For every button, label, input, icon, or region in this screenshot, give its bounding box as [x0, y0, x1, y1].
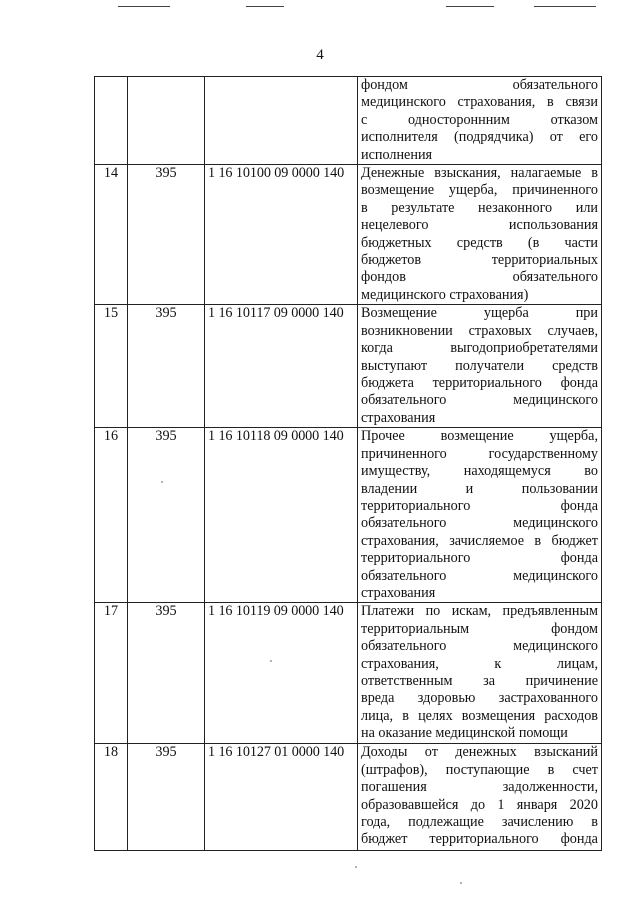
scan-top-rule — [534, 6, 596, 7]
scan-speck — [270, 660, 272, 662]
revenue-name-line: Возмещение ущерба при — [361, 305, 598, 322]
revenue-name-cell — [358, 603, 602, 744]
revenue-name-line: обязательного медицинского — [361, 638, 598, 655]
revenue-name-line: выступают получатели средств — [361, 357, 598, 374]
scan-speck — [355, 866, 357, 868]
row-number-cell — [95, 77, 128, 165]
revenue-name-cell — [358, 305, 602, 428]
revenue-name-line: территориальным фондом — [361, 620, 598, 637]
budget-classification-code-cell: 1 16 10100 09 0000 140 — [205, 165, 358, 305]
revenue-name-line: возникновении страховых случаев, — [361, 322, 598, 339]
table-body — [95, 77, 602, 851]
revenue-name-line: обязательного медицинского — [361, 515, 598, 532]
revenue-name-line: погашения задолженности, — [361, 779, 598, 796]
revenue-name-line: лица, в целях возмещения расходов — [361, 707, 598, 724]
revenue-name-line: Прочее возмещение ущерба, — [361, 428, 598, 445]
scan-top-rule — [118, 6, 170, 7]
revenue-name-line: в результате незаконного или — [361, 199, 598, 216]
admin-code-cell: 395 — [128, 165, 205, 305]
table-row — [95, 603, 602, 744]
budget-classification-code-cell: 1 16 10117 09 0000 140 — [205, 305, 358, 428]
budget-classification-code-cell: 1 16 10119 09 0000 140 — [205, 603, 358, 744]
revenue-name-line: причиненного государственному — [361, 445, 598, 462]
revenue-name-line: Денежные взыскания, налагаемые в — [361, 165, 598, 182]
revenue-name-line: бюджет территориального фонда — [361, 831, 598, 848]
revenue-name-line: когда выгодоприобретателями — [361, 340, 598, 357]
revenue-name-line: страхования — [361, 584, 436, 601]
scan-top-rule — [446, 6, 494, 7]
revenue-name-cell — [358, 744, 602, 851]
scan-top-rule — [246, 6, 284, 7]
revenue-name-line: года, подлежащие зачислению в — [361, 813, 598, 830]
revenue-name-line: имуществу, находящемуся во — [361, 463, 598, 480]
revenue-name-cell — [358, 165, 602, 305]
revenue-name-line: территориального фонда — [361, 497, 598, 514]
admin-code-cell: 395 — [128, 305, 205, 428]
revenue-name-line: исполнения — [361, 146, 433, 163]
page-number: 4 — [316, 47, 324, 63]
revenue-name-line: бюджета территориального фонда — [361, 374, 598, 391]
revenue-name-line: страхования, к лицам, — [361, 655, 598, 672]
revenue-name-line: с одностороннним отказом — [361, 111, 598, 128]
table-row — [95, 77, 602, 165]
table-row — [95, 305, 602, 428]
scan-speck — [161, 481, 163, 483]
row-number-cell: 17 — [95, 603, 128, 744]
row-number-cell: 14 — [95, 165, 128, 305]
budget-classification-code-cell — [205, 77, 358, 165]
revenue-name-line: Платежи по искам, предъявленным — [361, 603, 598, 620]
revenue-name-line: фондов обязательного — [361, 269, 598, 286]
revenue-name-line: медицинского страхования) — [361, 286, 529, 303]
budget-classification-code-cell: 1 16 10118 09 0000 140 — [205, 428, 358, 603]
revenue-codes-table — [94, 76, 602, 851]
admin-code-cell: 395 — [128, 603, 205, 744]
revenue-name-line: вреда здоровью застрахованного — [361, 690, 598, 707]
revenue-name-cell — [358, 77, 602, 165]
row-number-cell: 15 — [95, 305, 128, 428]
revenue-name-line: исполнителя (подрядчика) от его — [361, 129, 598, 146]
revenue-name-line: возмещение ущерба, причиненного — [361, 182, 598, 199]
revenue-name-line: фондом обязательного — [361, 77, 598, 93]
budget-classification-code-cell: 1 16 10127 01 0000 140 — [205, 744, 358, 851]
revenue-name-line: Доходы от денежных взысканий — [361, 744, 598, 761]
revenue-name-line: территориального фонда — [361, 550, 598, 567]
revenue-name-line: обязательного медицинского — [361, 392, 598, 409]
revenue-name-line: страхования, зачисляемое в бюджет — [361, 532, 598, 549]
revenue-name-line: ответственным за причинение — [361, 672, 598, 689]
revenue-name-line: медицинского страхования, в связи — [361, 94, 598, 111]
admin-code-cell — [128, 77, 205, 165]
row-number-cell: 18 — [95, 744, 128, 851]
table-row — [95, 428, 602, 603]
revenue-name-cell — [358, 428, 602, 603]
revenue-name-line: (штрафов), поступающие в счет — [361, 761, 598, 778]
revenue-name-line: бюджетных средств (в части — [361, 234, 598, 251]
admin-code-cell: 395 — [128, 744, 205, 851]
revenue-name-line: страхования — [361, 409, 436, 426]
table-row — [95, 744, 602, 851]
revenue-name-line: владении и пользовании — [361, 480, 598, 497]
revenue-name-line: нецелевого использования — [361, 217, 598, 234]
revenue-name-line: бюджетов территориальных — [361, 252, 598, 269]
revenue-name-line: обязательного медицинского — [361, 567, 598, 584]
revenue-name-line: на оказание медицинской помощи — [361, 725, 568, 742]
admin-code-cell: 395 — [128, 428, 205, 603]
table-row — [95, 165, 602, 305]
revenue-name-line: образовавшейся до 1 января 2020 — [361, 796, 598, 813]
row-number-cell: 16 — [95, 428, 128, 603]
scan-speck — [460, 882, 462, 884]
